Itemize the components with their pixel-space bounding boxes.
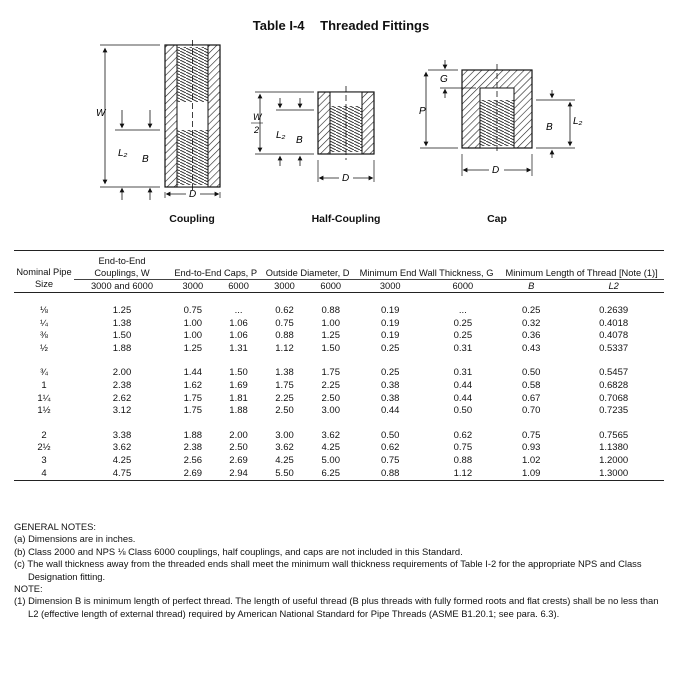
table-cell: ... xyxy=(458,305,467,316)
header-caps-3000: 3000 xyxy=(182,281,204,291)
table-row xyxy=(14,430,664,443)
table-cell: 0.19 xyxy=(380,330,400,342)
table-cell: 0.25 xyxy=(453,330,473,342)
table-cell: 2.69 xyxy=(229,454,248,466)
table-cell: 0.75 xyxy=(453,442,473,454)
nominal-size-cell: 1 xyxy=(41,379,47,391)
table-cell: 1.25 xyxy=(321,330,340,342)
nominal-size-cell: ⅛ xyxy=(40,305,48,316)
table-cell: 3.38 xyxy=(112,429,132,441)
header-b: B xyxy=(528,281,535,291)
half-coupling-drawing xyxy=(251,86,374,184)
header-caps: End-to-End Caps, P xyxy=(170,251,261,280)
nominal-size-cell: ¼ xyxy=(40,317,48,329)
table-cell: 1.12 xyxy=(275,342,294,354)
table-cell: 0.4018 xyxy=(599,317,629,329)
nominal-size-cell: 1¼ xyxy=(37,392,51,404)
table-cell: 0.7565 xyxy=(599,429,629,441)
header-l2: L2 xyxy=(608,281,619,291)
table-cell: 1.00 xyxy=(183,317,203,329)
table-cell: 0.38 xyxy=(380,379,400,391)
table-cell: 0.88 xyxy=(321,305,340,316)
svg-text:G: G xyxy=(440,74,448,85)
coupling-drawing xyxy=(96,40,220,200)
table-cell: 2.38 xyxy=(112,379,132,391)
table-cell: 0.7068 xyxy=(599,392,629,404)
table-cell: 1.75 xyxy=(321,367,340,379)
table-cell: 4.25 xyxy=(321,442,340,454)
table-cell: 0.75 xyxy=(275,317,294,329)
table-row xyxy=(14,367,664,380)
table-cell: 0.5457 xyxy=(599,367,629,379)
table-row xyxy=(14,468,664,481)
table-cell: 1.00 xyxy=(321,317,340,329)
table-row xyxy=(14,405,664,418)
table-row xyxy=(14,393,664,406)
table-cell: 3.62 xyxy=(321,429,340,441)
svg-text:B: B xyxy=(296,135,303,146)
table-cell: 1.88 xyxy=(112,342,132,354)
table-cell: 2.50 xyxy=(321,392,340,404)
header-od: Outside Diameter, D xyxy=(261,251,353,280)
table-cell: 0.32 xyxy=(521,317,541,329)
cap-drawing xyxy=(419,60,583,176)
svg-text:D: D xyxy=(189,189,197,200)
table-cell: 5.50 xyxy=(275,467,294,479)
notes xyxy=(14,521,670,620)
nominal-size-cell: ¾ xyxy=(40,367,48,379)
note-1: (1) Dimension B is minimum length of perfect thread. The length of useful thread (B plus threads with fully formed roots and flat crests) shall be no less than L2 (effective length of external thread) required by American National Standard for Pipe Threads (ASME B1.20.1; see para. 6.3). xyxy=(14,595,659,619)
table-row xyxy=(14,330,664,343)
table-cell: 4.25 xyxy=(275,454,294,466)
table-cell: 0.75 xyxy=(380,454,400,466)
general-notes-heading: GENERAL NOTES: xyxy=(14,521,96,532)
table-cell: 1.25 xyxy=(183,342,203,354)
fittings-drawings xyxy=(0,0,682,240)
table-cell: 1.50 xyxy=(229,367,248,379)
svg-text:P: P xyxy=(419,106,426,117)
header-wall-3000: 3000 xyxy=(379,281,401,291)
coupling-caption: Coupling xyxy=(169,213,215,225)
header-od-3000: 3000 xyxy=(274,281,295,291)
nominal-size-cell: 1½ xyxy=(37,405,51,417)
table-cell: 0.88 xyxy=(380,467,400,479)
table-cell: 0.50 xyxy=(380,429,400,441)
table-cell: 2.62 xyxy=(112,392,132,404)
table-row xyxy=(14,318,664,331)
table-cell: 0.70 xyxy=(521,405,541,417)
table-cell: 0.25 xyxy=(453,317,473,329)
table-row xyxy=(14,380,664,393)
table-cell: 1.31 xyxy=(229,342,248,354)
table-cell: 1.1380 xyxy=(599,442,629,454)
table-cell: 0.62 xyxy=(275,305,294,316)
table-cell: 0.44 xyxy=(453,379,473,391)
table-cell: 1.88 xyxy=(183,429,203,441)
table-cell: 2.25 xyxy=(275,392,294,404)
table-cell: 0.62 xyxy=(453,429,473,441)
svg-text:L₂: L₂ xyxy=(118,148,128,159)
svg-text:L₂: L₂ xyxy=(276,130,286,141)
header-wall: Minimum End Wall Thickness, G xyxy=(354,251,499,280)
table-cell: 0.36 xyxy=(521,330,541,342)
header-od-6000: 6000 xyxy=(320,281,342,291)
nominal-size-cell: 2½ xyxy=(37,442,51,454)
table-cell: 2.25 xyxy=(321,379,340,391)
header-nominal: Nominal Pipe Size xyxy=(16,267,72,289)
table-cell: 0.19 xyxy=(380,317,400,329)
nominal-size-cell: 3 xyxy=(41,454,47,466)
table-cell: 1.75 xyxy=(275,379,294,391)
table-cell: 0.44 xyxy=(453,392,473,404)
table-row xyxy=(14,305,664,318)
table-cell: 1.50 xyxy=(112,330,132,342)
general-note-c: (c) The wall thickness away from the threaded ends shall meet the minimum wall thickness requirements of Table I-2 for the appropriate NPS and Class Designation fitting. xyxy=(14,558,642,582)
header-couplings: End-to-End Couplings, W xyxy=(74,251,170,280)
table-cell: 2.50 xyxy=(229,442,248,454)
table-cell: 1.75 xyxy=(183,405,203,417)
table-number: Table I-4 xyxy=(252,18,305,33)
table-cell: 3.00 xyxy=(275,429,294,441)
table-cell: 0.67 xyxy=(521,392,541,404)
header-couplings-sub: 3000 and 6000 xyxy=(90,281,154,291)
nominal-size-cell: 2 xyxy=(41,429,47,441)
svg-text:D: D xyxy=(342,173,350,184)
table-row xyxy=(14,455,664,468)
table-cell: 6.25 xyxy=(321,467,340,479)
general-note-b: (b) Class 2000 and NPS ⅛ Class 6000 couplings, half couplings, and caps are not included in this Standard. xyxy=(14,545,463,557)
table-cell: 0.43 xyxy=(521,342,541,354)
table-cell: 3.62 xyxy=(275,442,294,454)
note-heading: NOTE: xyxy=(14,583,43,595)
table-cell: 0.7235 xyxy=(599,405,629,417)
table-cell: ... xyxy=(234,305,243,316)
table-cell: 0.31 xyxy=(453,367,473,379)
table-cell: 0.44 xyxy=(380,405,400,417)
table-cell: 0.38 xyxy=(380,392,400,404)
table-cell: 1.50 xyxy=(321,342,340,354)
table-cell: 0.6828 xyxy=(599,379,629,391)
svg-text:W: W xyxy=(96,108,106,119)
table-cell: 2.00 xyxy=(229,429,248,441)
table-cell: 1.3000 xyxy=(599,467,629,479)
table-cell: 0.75 xyxy=(183,305,203,316)
general-note-a: (a) Dimensions are in inches. xyxy=(14,533,136,545)
table-cell: 0.93 xyxy=(521,442,541,454)
group-spacer xyxy=(14,293,664,306)
table-row xyxy=(14,343,664,356)
svg-text:L₂: L₂ xyxy=(573,116,583,127)
table-cell: 4.25 xyxy=(112,454,132,466)
header-thread: Minimum Length of Thread [Note (1)] xyxy=(499,251,664,280)
table-cell: 0.88 xyxy=(453,454,473,466)
table-cell: 1.00 xyxy=(183,330,203,342)
table-cell: 1.69 xyxy=(229,379,248,391)
table-cell: 1.06 xyxy=(229,317,248,329)
table-cell: 1.44 xyxy=(183,367,203,379)
table-cell: 1.09 xyxy=(521,467,541,479)
table-cell: 0.31 xyxy=(453,342,473,354)
table-cell: 0.50 xyxy=(521,367,541,379)
table-cell: 2.50 xyxy=(275,405,294,417)
nominal-size-cell: 4 xyxy=(41,467,47,479)
table-cell: 5.00 xyxy=(321,454,340,466)
group-spacer xyxy=(14,418,664,430)
table-cell: 1.75 xyxy=(183,392,203,404)
table-cell: 0.88 xyxy=(275,330,294,342)
table-cell: 1.25 xyxy=(112,305,132,316)
table-cell: 1.06 xyxy=(229,330,248,342)
table-cell: 2.00 xyxy=(112,367,132,379)
table-cell: 2.56 xyxy=(183,454,203,466)
table-cell: 0.2639 xyxy=(599,305,629,316)
table-cell: 2.69 xyxy=(183,467,203,479)
table-cell: 0.75 xyxy=(521,429,541,441)
table-cell: 3.12 xyxy=(112,405,132,417)
table-name: Threaded Fittings xyxy=(320,18,430,33)
svg-text:2: 2 xyxy=(254,125,260,135)
header-wall-6000: 6000 xyxy=(452,281,474,291)
table-cell: 1.81 xyxy=(229,392,248,404)
table-cell: 1.12 xyxy=(453,467,473,479)
table-cell: 0.25 xyxy=(521,305,541,316)
half-coupling-caption: Half-Coupling xyxy=(311,213,381,225)
table-cell: 3.00 xyxy=(321,405,340,417)
table-cell: 2.38 xyxy=(183,442,203,454)
cap-caption: Cap xyxy=(487,213,507,225)
table-cell: 1.02 xyxy=(521,454,541,466)
table-cell: 1.88 xyxy=(229,405,248,417)
table-row xyxy=(14,442,664,455)
table-cell: 4.75 xyxy=(112,467,132,479)
svg-text:W: W xyxy=(253,112,262,122)
nominal-size-cell: ½ xyxy=(40,342,48,354)
table-cell: 0.25 xyxy=(380,367,400,379)
table-cell: 0.58 xyxy=(521,379,541,391)
table-cell: 0.62 xyxy=(380,442,400,454)
table-cell: 0.4078 xyxy=(599,330,629,342)
table-cell: 1.38 xyxy=(112,317,132,329)
svg-text:B: B xyxy=(546,122,553,133)
nominal-size-cell: ⅜ xyxy=(40,330,48,342)
table-cell: 1.62 xyxy=(183,379,203,391)
dimensions-table xyxy=(14,250,664,481)
table-body xyxy=(14,293,664,481)
table-cell: 0.50 xyxy=(453,405,473,417)
table-cell: 3.62 xyxy=(112,442,132,454)
group-spacer xyxy=(14,355,664,367)
table-cell: 2.94 xyxy=(229,467,248,479)
table-cell: 0.5337 xyxy=(599,342,629,354)
header-caps-6000: 6000 xyxy=(228,281,249,291)
svg-text:D: D xyxy=(492,165,500,176)
table-cell: 0.19 xyxy=(380,305,400,316)
svg-text:B: B xyxy=(142,154,149,165)
table-cell: 1.2000 xyxy=(599,454,629,466)
table-cell: 1.38 xyxy=(275,367,294,379)
table-cell: 0.25 xyxy=(380,342,400,354)
